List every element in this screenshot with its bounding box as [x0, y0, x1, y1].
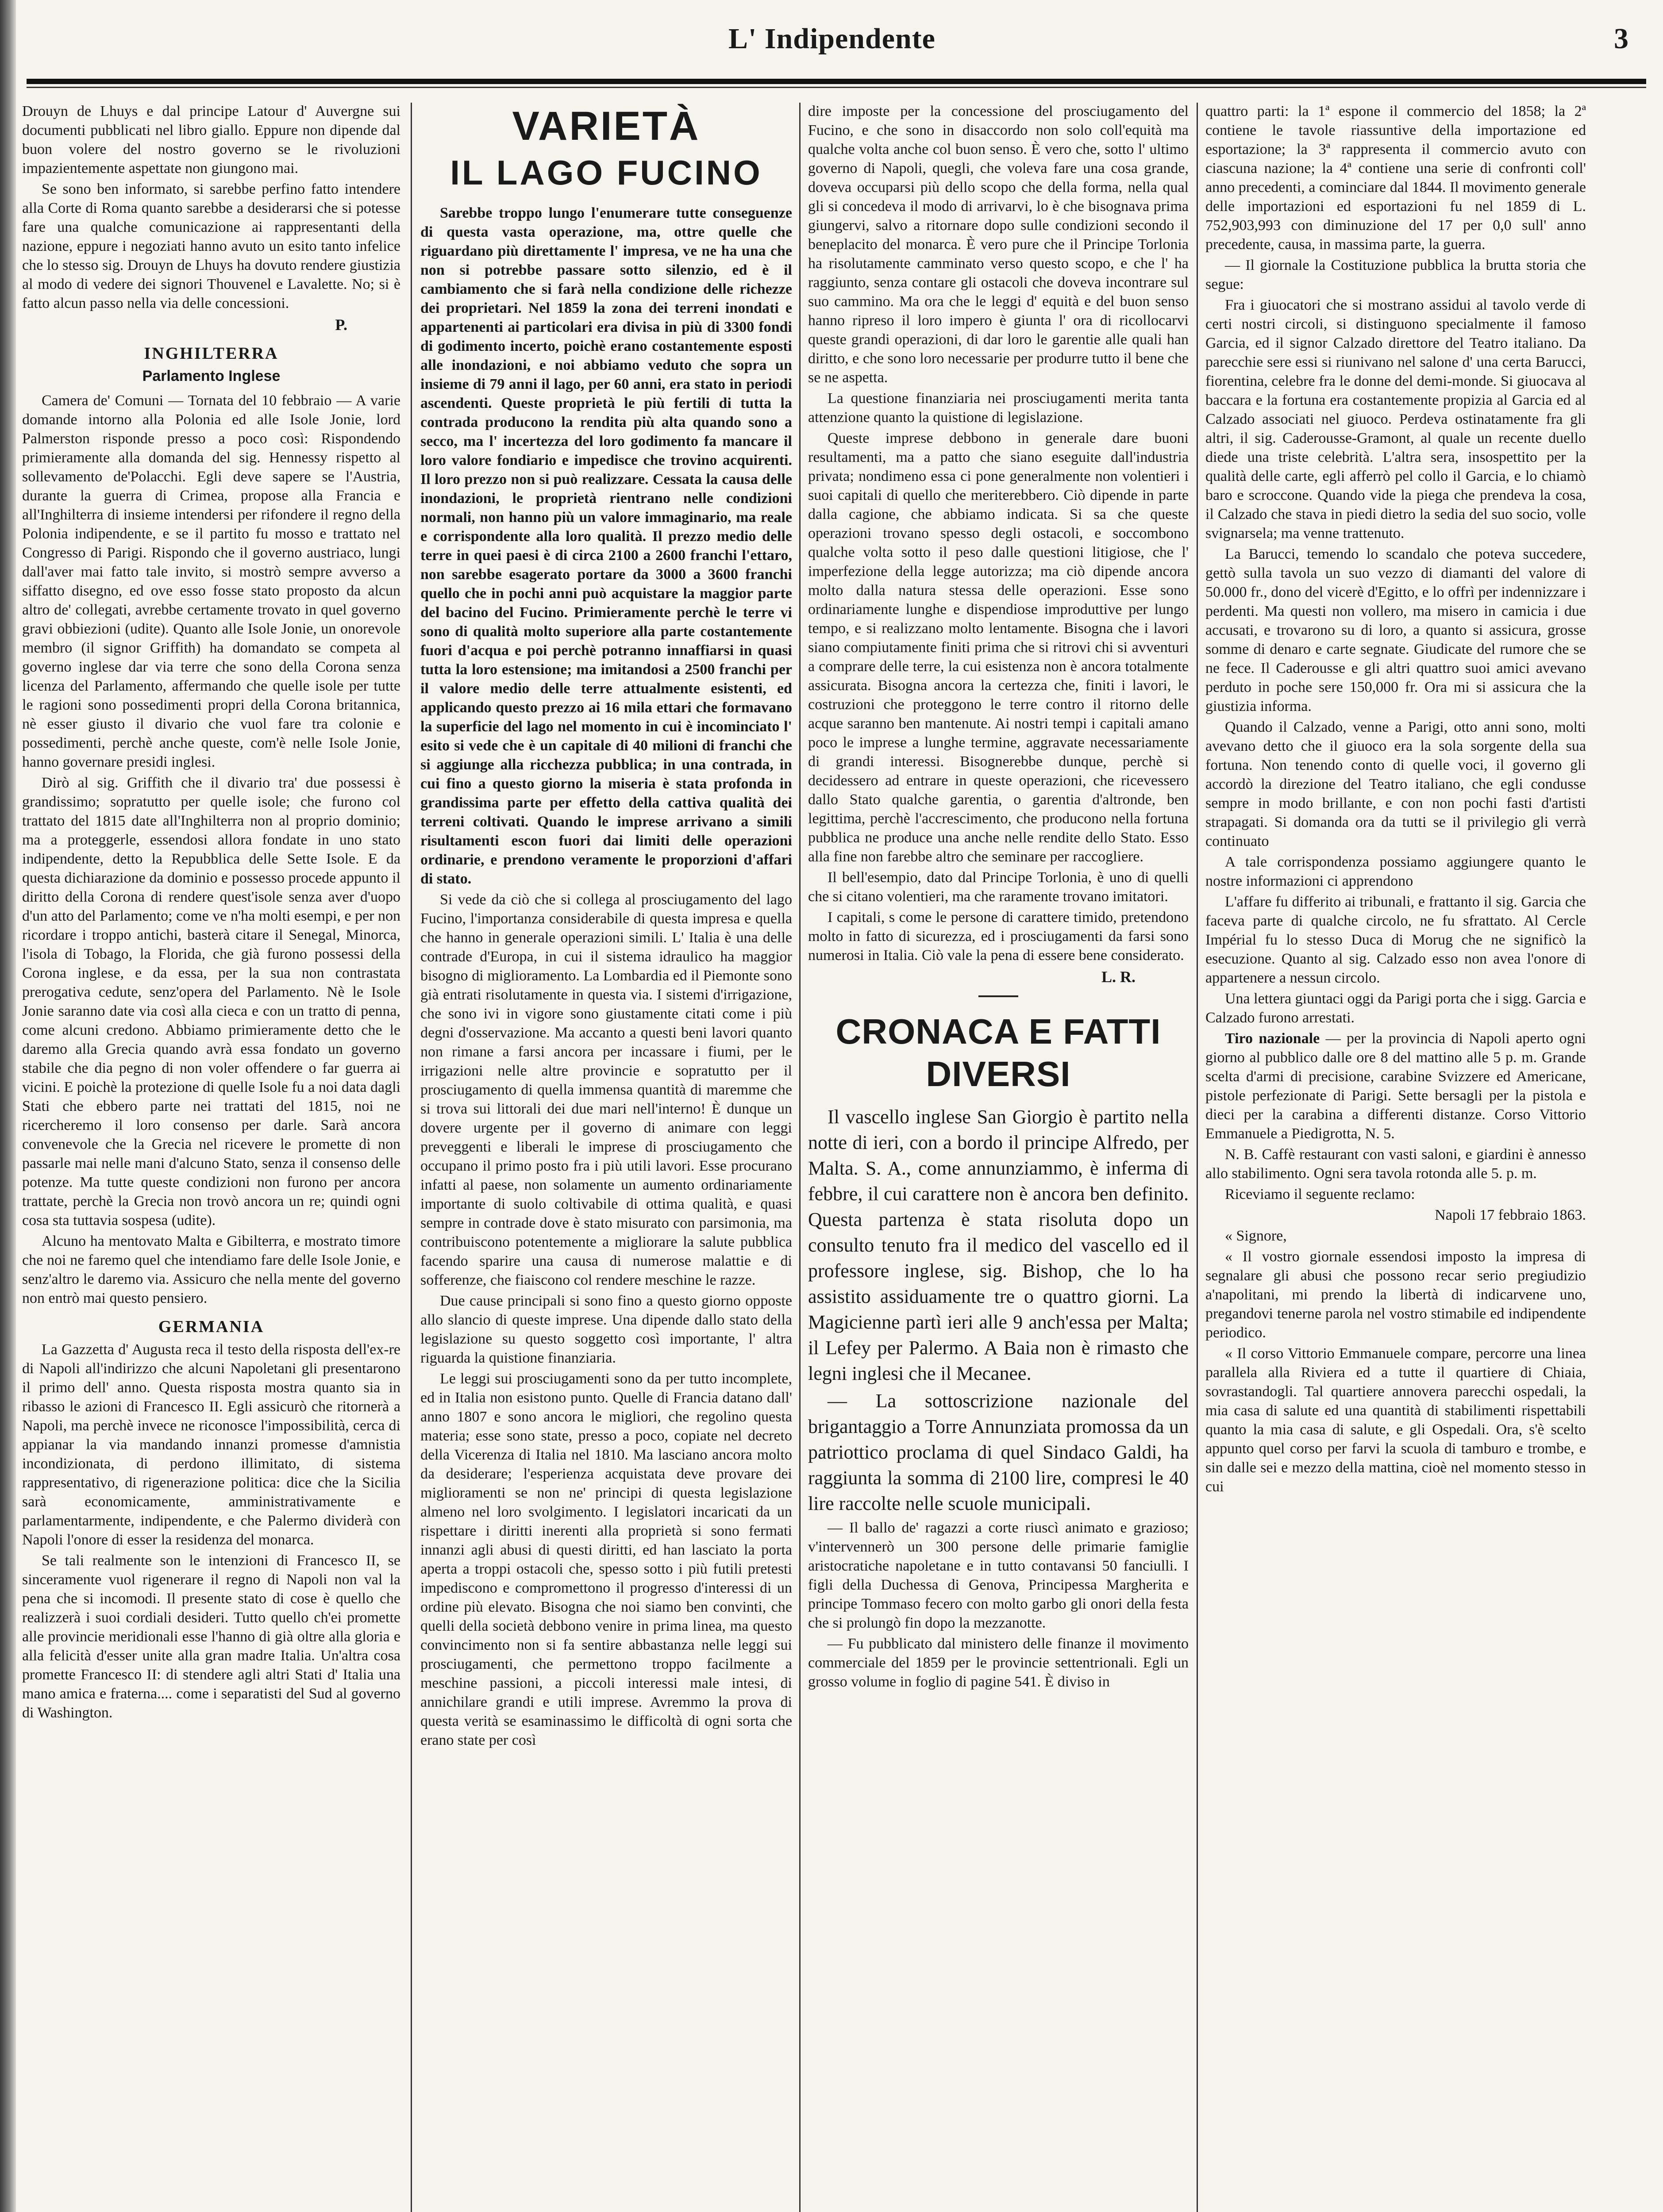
paragraph: A tale corrispondenza possiamo aggiungere quanto le nostre informazioni ci apprendono [1205, 854, 1586, 889]
divider [978, 995, 1018, 997]
paragraph: La Barucci, temendo lo scandalo che poteva succedere, gettò sulla tavola un suo vezzo di diamanti del valore di 50.000 fr., dono del vicerè d'Egitto, e lo offrì per indennizzare i perdenti. Ma questi non vollero, ma misero in camicia i due accusati, e trovarono su di loro, a quanto si assicura, grosse somme di denaro e carte segnate. Giudicate del rumore che se ne fece. Il Caderousse e gli altri quattro suoi amici avevano perduto in poche sere 150,000 fr. Ora mi si assicura che la giustizia informa. [1205, 546, 1586, 714]
newspaper-title: L' Indipendente [728, 23, 935, 55]
column-rule [799, 103, 801, 2212]
paragraph: Drouyn de Lhuys e dal principe Latour d' Auvergne sui documenti pubblicati nel libro giallo. Eppure non dipende dal buon volere del nostro governo se le rivoluzioni impazientemente aspettate non giungono mai. [22, 103, 400, 177]
lago-fucino-heading: IL LAGO FUCINO [450, 153, 762, 192]
paragraph: N. B. Caffè restaurant con vasti saloni, e giardini è annesso allo stabilimento. Ogni sera tavola rotonda alle 5. p. m. [1205, 1146, 1586, 1182]
column-rule [1197, 103, 1198, 2212]
column-4 [1205, 102, 1586, 2212]
paragraph: Dirò al sig. Griffith che il divario tra' due possessi è grandissimo; sopratutto per quelle isole; che furono col trattato del 1815 date all'Inghilterra non al proprio dominio; ma a proteggerle, essendosi allora fondate in uno stato indipendente, detto la Repubblica delle Sette Isole. E da questa dichiarazione da dominio e possesso procede appunto il diritto della Corona di rendere quest'isole senza aver d'uopo d'un atto del Parlamento; come ve n'ha molti esempi, e per non ricordare i troppo antichi, basterà citare il Senegal, Minorca, l'isola di Tobago, la Florida, che già furono possessi della Corona inglese, e da essa, per la sua non contrastata prerogativa cedute, senz'opera del Parlamento. Nè le Isole Jonie saranno date via così alla cieca e con un tratto di penna, come alcuni credono. Abbiamo primieramente detto che le daremo alla Grecia quando avrà essa fondato un governo stabile che dia pegno di non voler offendere o far guerra ai vicini. E poichè la protezione di quelle Isole fu a noi data dagli Stati che ebbero parte nei trattati del 1815, noi ne ricercheremo il loro consenso per darle. Sarà ancora convenevole che la Grecia nel ricevere le promette di non passarle mai nelle mani d'alcuno Stato, senza il consenso delle potenze. Ma tutte queste condizioni non furono per ancora trattate, perchè la Grecia non trovò ancora un re; quindi ogni cosa sta tuttavia sospesa (udite). [22, 775, 400, 1229]
tiro-nazionale-label: Tiro nazionale [1225, 1030, 1320, 1047]
tiro-nazionale-text: — per la provincia di Napoli aperto ogni giorno al pubblico dalle ore 8 del mattino alle 5 p. m. Grande scelta d'armi di precisione, carabine Svizzere ed Americane, pistole perfezionate di Parigi. Sette bersagli per la pistola e dieci per la carabina a differenti distanze. Corso Vittorio Emmanuele a Piedigrotta, N. 5. [1205, 1030, 1586, 1142]
paragraph: La questione finanziaria nei prosciugamenti merita tanta attenzione quanto la quistione di legislazione. [808, 390, 1189, 426]
paragraph: Una lettera giuntaci oggi da Parigi porta che i sigg. Garcia e Calzado furono arrestati. [1205, 991, 1586, 1026]
signature: L. R. [1101, 968, 1136, 986]
page-header [27, 18, 1637, 80]
paragraph: I capitali, s come le persone di carattere timido, pretendono molto in fatto di sicurezza, ed i prosciugamenti da farsi sono numerosi in Italia. Ciò vale la pena di essere bene considerato. [808, 909, 1189, 964]
paragraph: Se tali realmente son le intenzioni di Francesco II, se sinceramente vuol rigenerare il regno di Napoli non val la pena che si incomodi. Il presente stato di cose è quello che realizzerà i suoi cordiali desideri. Tutto quello ch'ei promette alle provincie meridionali esse l'hanno di già oltre alla gloria e alla felicità d'esser unite alla gran madre Italia. Un'altra cosa promette Francesco II: di stendere agli altri Stati d' Italia una mano amica e fraterna.... come i separatisti del Sud al governo di Washington. [22, 1552, 400, 1721]
cronaca-heading: CRONACA E FATTI DIVERSI [835, 1012, 1161, 1094]
column-1 [22, 102, 400, 2212]
paragraph: La Gazzetta d' Augusta reca il testo della risposta dell'ex-re di Napoli all'indirizzo che alcuni Napoletani gli presentarono il primo dell' anno. Questa risposta mostra quanto sia in ribasso le azioni di Francesco II. Egli assicurò che ritornerà a Napoli, ma perchè invece ne riconosce l'impossibilità, cerca di appianar la via mandando innanzi promesse d'amnistia incondizionata, di perdono illimitato, di sistema rappresentativo, di rigenerazione politica: dice che la Sicilia sarà economicamente, amministrativamente e parlamentarmente, indipendente, e che Palermo dividerà con Napoli l'onore di esser la residenza del monarca. [22, 1341, 400, 1548]
paragraph [1205, 1029, 1586, 1143]
paragraph: — Il ballo de' ragazzi a corte riuscì animato e grazioso; v'intervennerò un 300 persone delle primarie famiglie aristocratiche napoletane e in tutto contavansi 50 fanciulli. I figli della Duchessa di Genova, Principessa Margherita e principe Tommaso fecero con molto garbo gli onori della festa che si prolungò fin dopo la mezzanotte. [808, 1520, 1189, 1631]
section-heading-germany: GERMANIA [158, 1317, 265, 1336]
paragraph: — La sottoscrizione nazionale del brigantaggio a Torre Annunziata promossa da un patriottico proclama di quel Sindaco Galdi, ha raggiunta la somma di 2100 lire, compresi le 40 lire raccolte nelle scuole municipali. [808, 1390, 1189, 1514]
paragraph: Due cause principali si sono fino a questo giorno opposte allo slancio di queste imprese. Una dipende dallo stato della legislazione su questo soggetto così importante, l' altra riguarda la quistione finanziaria. [420, 1293, 792, 1366]
paragraph: Fra i giuocatori che si mostrano assidui al tavolo verde di certi nostri circoli, si distinguono specialmente il famoso Garcia, ed il signor Calzado direttore del Teatro italiano. Da parecchie sere essi si riunivano nel salone d' una certa Barucci, fiorentina, celebre fra le donne del demi-monde. Si giuocava al baccara e la fortuna era costantemente propizia al Garcia ed al Calzado associati nel giuoco. Perdeva ostinatamente fra gli altri, il sig. Caderousse-Gramont, al quale un recente duello diede una triste celebrità. L'altra sera, insospettito per la qualità delle carte, egli afferrò pel collo il Garcia, e lo chiamò baro e scroccone. Quando vide la piega che prendeva la cosa, il Calzado che stava in piedi dietro la sedia del suo socio, volle svignarsela; ma venne trattenuto. [1205, 297, 1586, 541]
paragraph: « Il vostro giornale essendosi imposto la impresa di segnalare gli abusi che possono recar serio pregiudizio a'napolitani, mi prendo la libertà di indicarvene uno, pregandovi tenerne parola nel vostro stimabile ed indipendente periodico. [1205, 1248, 1586, 1341]
paragraph: quattro parti: la 1ª espone il commercio del 1858; la 2ª contiene le tavole riassuntive della importazione ed esportazione; la 3ª rappresenta il commercio avuto con ciascuna nazione; la 4ª contiene una serie di confronti coll' anno precedenti, a cominciare dal 1844. Il movimento generale delle importazioni ed esportazioni fu nel 1859 di L. 752,903,993 con diminuzione del 17 per 0,0 sull' anno precedente, causa, in massima parte, la guerra. [1205, 103, 1586, 253]
page-number: 3 [1614, 23, 1628, 55]
paragraph: Il bell'esempio, dato dal Principe Torlonia, è uno di quelli che si citano volentieri, ma che raramente trovano imitatori. [808, 869, 1189, 905]
column-3 [808, 102, 1189, 2212]
header-rule-thick [27, 79, 1646, 84]
binding-edge [0, 0, 16, 2212]
paragraph: Riceviamo il seguente reclamo: [1225, 1186, 1415, 1202]
column-rule [411, 103, 412, 2212]
paragraph: Se sono ben informato, si sarebbe perfino fatto intendere alla Corte di Roma quanto sarebbe a desiderarsi che si potesse fare una qualche comunicazione ai rappresentanti della nazione, eppure i negoziati hanno avuto un esito tanto infelice che lo stesso sig. Drouyn de Lhuys ha dovuto rendere giustizia al modo di vedere dei signori Thouvenel e Lavalette. No; si è fatto alcun passo nella via delle concessioni. [22, 181, 400, 311]
paragraph: — Fu pubblicato dal ministero delle finanze il movimento commerciale del 1859 per le provincie settentrionali. Egli un grosso volume in foglio di pagine 541. È diviso in [808, 1636, 1189, 1690]
section-heading-england: INGHILTERRA [144, 344, 279, 363]
paragraph: — Il giornale la Costituzione pubblica la brutta storia che segue: [1205, 257, 1586, 292]
paragraph: Quando il Calzado, venne a Parigi, otto anni sono, molti avevano detto che il giuoco era la sola sorgente della sua fortuna. Non tenendo conto di quelle voci, il governo gli accordò la direzione del Teatro italiano, che egli condusse sempre in modo brillante, e con non pochi fasti d'artisti strapagati. Si domanda ora da tutti se il privilegio gli verrà continuato [1205, 719, 1586, 849]
signature: P. [335, 316, 347, 334]
header-rule-thin [27, 87, 1646, 88]
varieta-heading: VARIETÀ [512, 104, 701, 149]
paragraph: Alcuno ha mentovato Malta e Gibilterra, e mostrato timore che noi ne faremo quel che intendiamo fare delle Isole Jonie, e senz'altro le daremo via. Assicuro che nella mente del governo non entrò mai questo pensiero. [22, 1233, 400, 1306]
column-2 [420, 102, 792, 2212]
paragraph: dire imposte per la concessione del prosciugamento del Fucino, e che sono in disaccordo non solo coll'equità ma qualche volta anche col buon senso. È vero che, sotto l' ultimo governo di Napoli, quegli, che voleva fare una cosa grande, doveva occuparsi più dello scopo che della forma, nella qual gli si concedeva il modo di arrivarvi, lo è che bisognava prima giungervi, salvo a ritornare dopo sulle condizioni secondo il beneplacito del monarca. È vero pure che il Principe Torlonia ha risolutamente camminato verso questo scopo, e che l' ha raggiunto, senza contare gli ostacoli che doveva incontrare sul suo cammino. Ma ora che le leggi d' equità e del buon senso hanno ripreso il loro impero è giunta l' ora di ricollocarvi queste grandi operazioni, di dar loro le garentie alle quali han diritto, e che sono loro necessarie per produrre tutto il bene che se ne aspetta. [808, 103, 1189, 386]
paragraph: « Il corso Vittorio Emmanuele compare, percorre una linea parallela alla Riviera ed a tutte il quartiere di Chiaia, sovrastandogli. Tal quartiere annovera parecchi ospedali, la mia casa di salute ed una quantità di stabilimenti rispettabili quanto la mia casa di salute, e gli Ospedali. Ora, s'è scelto appunto quel corso per farvi la scuola di tamburo e trombe, e sin dalle sei e mezzo della mattina, cioè nel momento stesso in cui [1205, 1345, 1586, 1495]
paragraph: L'affare fu differito ai tribunali, e frattanto il sig. Garcia che faceva parte di qualche circolo, ne fu sfrattato. Al Cercle Impérial fu lo stesso Duca di Morug che ne significò la esecuzione. Quanto al sig. Calzado esso non avea l'onore di appartenere a nessun circolo. [1205, 894, 1586, 986]
paragraph: Si vede da ciò che si collega al prosciugamento del lago Fucino, l'importanza considerabile di questa impresa e quella che hanno in generale operazioni simili. L' Italia è una delle contrade d'Europa, in cui il sistema idraulico ha maggior bisogno di miglioramento. La Lombardia ed il Piemonte sono già entrati risolutamente in questa via. I sistemi d'irrigazione, che sono ivi in vigore sono giustamente citati come i più degni d'osservazione. Ma accanto a questi beni lavori quanto non rimane a farsi ancora per incassare i fiumi, per le irrigazioni nelle altre provincie e sopratutto per il prosciugamento di quella immensa quantità di maremme che si trova sui littorali dei due mari nell'interno! È dunque un dovere urgente per il governo di animare con leggi preveggenti e liberali le imprese di prosciugamento che occupano il primo posto fra i più utili lavori. Esse procurano infatti al paese, non solamente un aumento ordinariamente importante di suolo coltivabile di ottima qualità, e quasi sempre in contrade dove è stato misurato con parsimonia, ma contribuiscono potentemente a migliorare la salute pubblica facendo sparire una causa di numerose malattie e di sofferenze, che fiaiscono col rendere meschine le razze. [420, 891, 792, 1288]
subheading-parliament: Parlamento Inglese [142, 368, 281, 384]
paragraph: Le leggi sui prosciugamenti sono da per tutto incomplete, ed in Italia non esistono punto. Quelle di Francia datano dall' anno 1807 e sono ancora le migliori, che regolino questa materia; esse sono state, presso a poco, copiate nel decreto della Vicerenza di Italia nel 1810. Ma lasciano ancora molto da desiderare; l'esperienza acquistata deve provare dei miglioramenti se non ne' principi di questa legislazione almeno nel loro svolgimento. I legislatori incaricati da un rispettare i diritti inerenti alla proprietà si sono fermati innanzi agli abusi di questi diritti, ed han lasciato la porta aperta a troppi ostacoli che, spesso sotto i più futili pretesti impediscono e compromettono il progresso d'interessi di un ordine più elevato. Bisogna che noi siamo ben convinti, che quelli della società debbono venire in prima linea, ma questo convincimento non si fa sentire abbastanza nelle leggi sui prosciugamenti, che permettono troppo facilmente a meschine passioni, a piccoli interessi male intesi, di annichilare grandi e utili imprese. Avremmo la prova di questa verità se esaminassimo le difficoltà di ogni sorta che erano state per così [420, 1371, 792, 1748]
paragraph: Sarebbe troppo lungo l'enumerare tutte conseguenze di questa vasta operazione, ma, ottre quelle che riguardano più direttamente l' impresa, ve ne ha una che non si potrebbe passare sotto silenzio, ed è il cambiamento che si farà nella condizione delle richezze dei proprietari. Nel 1859 la zona dei terreni inondati e appartenenti ai particolari era divisa in più di 3300 fondi di godimento incerto, poichè erano costantemente esposti alle inondazioni, e noi abbiamo veduto che sopra un insieme di 79 anni il lago, per 60 anni, era stato in periodi ascendenti. Queste proprietà le più fertili di tutta la contrada producono la rendita più alta quando sono a secco, ma l' incertezza del loro godimento fa mancare il loro valore fondiario e impedisce che trovino acquirenti. Il loro prezzo non si può realizzare. Cessata la causa delle inondazioni, le proprietà rientrano nelle condizioni normali, non hanno più un valore immaginario, ma reale e corrispondente alla loro qualità. Il prezzo medio delle terre in quei paesi è di circa 2100 a 2600 franchi l'ettaro, non sarebbe esagerato portare da 3000 a 3600 franchi quello che in pochi anni può acquistare la maggior parte del bacino del Fucino. Primieramente perchè le terre vi sono di qualità molto superiore alla parte costantemente fuori d'acqua e poi perchè potranno innaffiarsi in quasi tutta la loro estensione; ma imitandosi a 2500 franchi per il valore medio delle terre attualmente esistenti, ed applicando questo prezzo ai 16 mila ettari che formavano la superficie del lago nel momento in cui è incominciato l' esito si vede che è un capitale di 40 milioni di franchi che si aggiunge alla ricchezza pubblica; in una contrada, in cui fino a questo giorno la miseria è stata profonda in grandissima parte per effetto della cattiva qualità dei terreni coltivati. Quando le imprese arrivano a simili risultamenti escon fuori dai limiti delle operazioni ordinarie, e prendono veramente le proporzioni d'affari di stato. [420, 205, 792, 887]
letter-date: Napoli 17 febbraio 1863. [1435, 1207, 1586, 1223]
paragraph: Queste imprese debbono in generale dare buoni resultamenti, ma a patto che siano eseguite dall'industria privata; nondimeno essa ci pone generalmente non volentieri i suoi capitali di quello che meriterebbero. Ciò dipende in parte dalla cagione, che abbiamo indicata. Si sa che queste operazioni trovano spesso degli ostacoli, e soccombono qualche volta sotto il peso dalle questioni litigiose, che l' imperfezione della legge autorizza; ma ciò dipende ancora molto dalla natura stessa delle operazioni. Esse sono ordinariamente lunghe e dispendiose improduttive per lungo tempo, e si realizzano molto lentamente. Bisogna che i lavori siano compiutamente finiti prima che si ritrovi chi si avventuri a comprare delle terre, la cui esistenza non è ancora totalmente assicurata. Bisogna ancora la certezza che, finiti i lavori, le costruzioni che proteggono le terre contro il ritorno delle acque saranno ben mantenute. Ai nostri tempi i capitali amano poco le imprese a lunghe termine, aggravate necessariamente di grandi interessi. Bisognerebbe dunque, perchè si decidessero ad entrare in queste operazioni, che ricevessero dallo Stato qualche garentia, o garentia d'altronde, ben legittima, perchè l'accrescimento, che producono nella fortuna pubblica ne produce una anche nelle rendite dello Stato. Esso alla fine non farebbe altro che seminare per raccogliere. [808, 430, 1189, 865]
paragraph: Il vascello inglese San Giorgio è partito nella notte di ieri, con a bordo il principe Alfredo, per Malta. S. A., come annunziammo, è inferma di febbre, il cui carattere non è ancora ben definito. Questa partenza è stata risoluta dopo un consulto tenuto fra il medico del vascello ed il professore inglese, sig. Bishop, che lo ha assistito assiduamente tre o quattro giorni. La Magicienne partì ieri alle 9 anch'essa per Malta; il Lefey per Palermo. A Baia non è rimasto che legni inglesi che il Mecanee. [808, 1106, 1189, 1384]
paragraph: « Signore, [1225, 1228, 1287, 1244]
paragraph: Camera de' Comuni — Tornata del 10 febbraio — A varie domande intorno alla Polonia ed alle Isole Jonie, lord Palmerston risponde presso a poco così: Rispondendo primieramente alla domanda del sig. Hennessy rispetto al sollevamento de'Polacchi. Egli deve sapere se l'Austria, durante la guerra di Crimea, propose alla Francia e all'Inghilterra di insieme intendersi per rifondere il regno della Polonia indipendente, e se il partito fu mosso e trattato nel Congresso di Parigi. Rispondo che il governo austriaco, lungi dall'aver mai fatto tale invito, si mostrò sempre avverso a siffatto disegno, ed ove esso fosse stato proposto da alcun altro de' collegati, avrebbe certamente trovato in quel governo gravi obbiezioni (udite). Quanto alle Isole Jonie, un onorevole membro (il signor Griffith) ha domandato se competa al governo inglese dar via terre che sono della Corona senza licenza del Parlamento, affermando che quelle isole per tutte le ragioni sono possedimenti propri della Corona britannica, nè esser giusto il divario che vuol fare tra colonie e possedimenti, perchè anche queste, com'è nelle Isole Jonie, hanno governare presidi inglesi. [22, 392, 400, 770]
